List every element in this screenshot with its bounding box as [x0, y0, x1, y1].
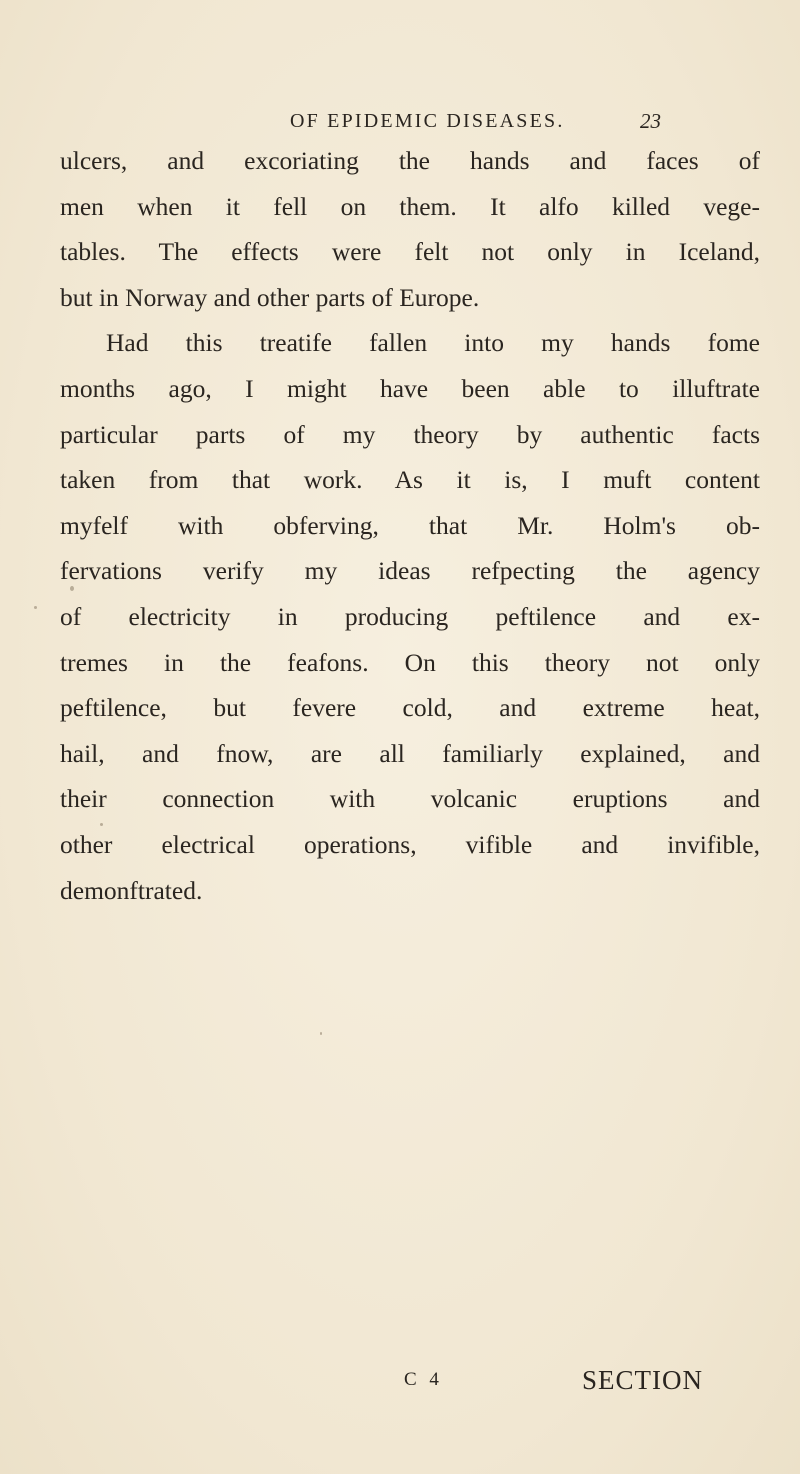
text-line: hail, and fnow, are all familiarly explained, and: [60, 738, 760, 768]
paper-speck: [34, 606, 37, 609]
text-line: men when it fell on them. It alfo killed vege-: [60, 191, 760, 221]
text-line: fervations verify my ideas refpecting the agency: [60, 556, 760, 586]
paper-speck: [70, 586, 74, 591]
text-line: but in Norway and other parts of Europe.: [60, 282, 480, 312]
running-head-title: OF EPIDEMIC DISEASES.: [290, 110, 565, 132]
text-line: ulcers, and excoriating the hands and faces of: [60, 146, 760, 175]
body-text: [60, 138, 760, 913]
text-line: of electricity in producing peftilence and ex-: [60, 601, 760, 631]
paragraph-start-line: Had this treatife fallen into my hands fome: [106, 328, 760, 358]
text-line: peftilence, but fevere cold, and extreme heat,: [60, 693, 760, 723]
text-line: other electrical operations, vifible and invifible,: [60, 829, 760, 859]
running-head: [0, 106, 800, 136]
text-line: myfelf with obferving, that Mr. Holm's ob-: [60, 510, 760, 540]
paper-speck: [320, 1032, 322, 1035]
page-footer: [0, 1360, 800, 1400]
text-line: taken from that work. As it is, I muft content: [60, 465, 760, 495]
text-line: months ago, I might have been able to illuftrate: [60, 373, 760, 403]
text-line: tremes in the feafons. On this theory not only: [60, 647, 760, 677]
page-number: 23: [640, 109, 661, 133]
catchword: SECTION: [582, 1365, 703, 1395]
text-line: tables. The effects were felt not only in Iceland,: [60, 237, 760, 267]
text-line: their connection with volcanic eruptions and: [60, 784, 760, 814]
signature-mark: C 4: [404, 1369, 443, 1390]
paper-speck: [100, 823, 103, 826]
text-line: particular parts of my theory by authentic facts: [60, 419, 760, 449]
paragraph-end-line: demonftrated.: [60, 875, 203, 905]
